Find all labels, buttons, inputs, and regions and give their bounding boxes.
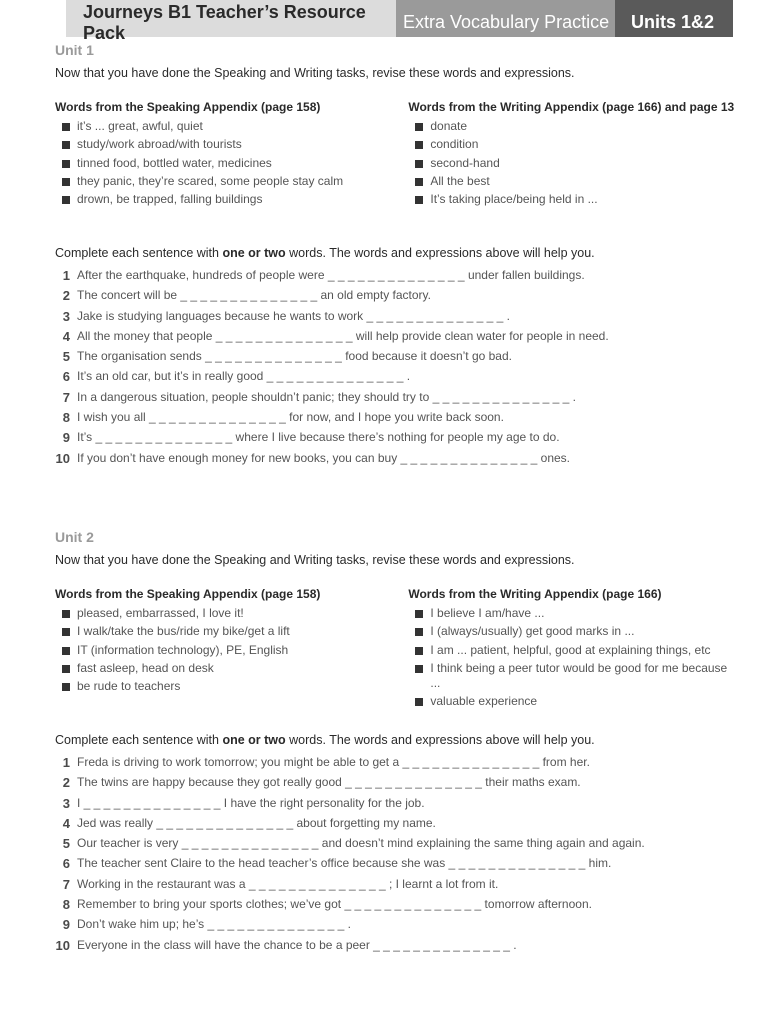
header-title: Journeys B1 Teacher’s Resource Pack	[66, 0, 396, 37]
list-item-text: All the best	[430, 173, 490, 188]
exercise-number: 7	[62, 876, 70, 892]
exercise-number: 7	[62, 389, 70, 405]
header-units: Units 1&2	[615, 0, 733, 37]
exercise-item	[55, 369, 735, 389]
exercise-sentence: All the money that people _ _ _ _ _ _ _ _ _ _ _ _ _ _ will help provide clean water for people in need.	[77, 328, 609, 343]
list-item-text: I think being a peer tutor would be good for me because ...	[430, 660, 728, 690]
exercise-item	[55, 268, 735, 288]
speaking-list	[55, 119, 408, 207]
exercise-item	[55, 775, 735, 795]
square-bullet-icon	[415, 647, 423, 655]
list-item	[55, 679, 408, 694]
square-bullet-icon	[415, 610, 423, 618]
square-bullet-icon	[415, 698, 423, 706]
list-item	[55, 174, 408, 189]
writing-heading: Words from the Writing Appendix (page 166)	[408, 587, 662, 601]
list-item-text: It’s taking place/being held in ...	[430, 192, 598, 207]
list-item	[408, 174, 735, 189]
exercise-number: 5	[62, 349, 70, 365]
exercise-item	[55, 816, 735, 836]
exercise-sentence: The concert will be _ _ _ _ _ _ _ _ _ _ _ _ _ _ an old empty factory.	[77, 288, 431, 303]
exercise-number: 2	[62, 775, 70, 791]
list-item-text: IT (information technology), PE, English	[77, 642, 289, 657]
exercise-sentence: The teacher sent Claire to the head teacher’s office because she was _ _ _ _ _ _ _ _ _ _ _ _ _ _ him.	[77, 856, 612, 871]
exercise-sentence: After the earthquake, hundreds of people were _ _ _ _ _ _ _ _ _ _ _ _ _ _ under fallen buildings.	[77, 268, 585, 282]
unit-1-exercise	[55, 246, 735, 471]
exercise-sentence: I wish you all _ _ _ _ _ _ _ _ _ _ _ _ _ _ for now, and I hope you write back soon.	[77, 410, 504, 425]
square-bullet-icon	[62, 628, 70, 636]
exercise-sentence: Everyone in the class will have the chance to be a peer _ _ _ _ _ _ _ _ _ _ _ _ _ _ .	[77, 937, 517, 952]
unit-label: Unit 1	[55, 42, 94, 58]
square-bullet-icon	[415, 196, 423, 204]
exercise-sentence: Jed was really _ _ _ _ _ _ _ _ _ _ _ _ _ _ about forgetting my name.	[77, 815, 436, 830]
list-item-text: I (always/usually) get good marks in ...	[430, 624, 635, 639]
list-item-text: I believe I am/have ...	[430, 606, 545, 620]
list-item-text: tinned food, bottled water, medicines	[77, 155, 272, 170]
exercise-item	[55, 856, 735, 876]
exercise-item	[55, 309, 735, 329]
writing-heading: Words from the Writing Appendix (page 166) and page 13	[408, 100, 735, 114]
square-bullet-icon	[62, 196, 70, 204]
unit-2-exercise	[55, 733, 735, 958]
list-item-text: it’s ... great, awful, quiet	[77, 119, 203, 133]
word-columns	[55, 100, 735, 210]
exercise-number: 8	[62, 897, 70, 913]
square-bullet-icon	[62, 160, 70, 168]
writing-column	[408, 587, 735, 712]
exercise-sentence: Remember to bring your sports clothes; we’ve got _ _ _ _ _ _ _ _ _ _ _ _ _ _ tomorrow afternoon.	[77, 897, 592, 912]
exercise-number: 1	[62, 268, 70, 283]
exercise-sentence: I _ _ _ _ _ _ _ _ _ _ _ _ _ _ I have the right personality for the job.	[77, 795, 425, 810]
exercise-sentence: The organisation sends _ _ _ _ _ _ _ _ _ _ _ _ _ _ food because it doesn’t go bad.	[77, 349, 512, 364]
exercise-sentence: Our teacher is very _ _ _ _ _ _ _ _ _ _ _ _ _ _ and doesn’t mind explaining the same thing again and again.	[77, 836, 645, 851]
list-item	[408, 119, 735, 134]
exercise-sentence: It’s _ _ _ _ _ _ _ _ _ _ _ _ _ _ where I live because there’s nothing for people my age to do.	[77, 430, 560, 445]
list-item-text: I am ... patient, helpful, good at explaining things, etc	[430, 642, 711, 657]
exercise-number: 3	[62, 795, 70, 811]
writing-list	[408, 606, 735, 709]
list-item-text: second-hand	[430, 155, 500, 170]
unit-intro: Now that you have done the Speaking and Writing tasks, revise these words and expressions.	[55, 66, 575, 80]
unit-label: Unit 2	[55, 529, 94, 545]
list-item-text: be rude to teachers	[77, 679, 181, 694]
exercise-item	[55, 288, 735, 308]
word-columns	[55, 587, 735, 712]
square-bullet-icon	[415, 160, 423, 168]
list-item-text: study/work abroad/with tourists	[77, 137, 242, 152]
exercise-item	[55, 897, 735, 917]
instruction-text: Complete each sentence with	[55, 733, 223, 747]
exercise-item	[55, 451, 735, 471]
unit-2-section	[55, 529, 735, 712]
exercise-sentence: Freda is driving to work tomorrow; you might be able to get a _ _ _ _ _ _ _ _ _ _ _ _ _ _ from her.	[77, 755, 590, 769]
square-bullet-icon	[62, 683, 70, 691]
square-bullet-icon	[62, 665, 70, 673]
list-item	[408, 661, 735, 691]
list-item	[408, 606, 735, 621]
square-bullet-icon	[415, 178, 423, 186]
exercise-sentence: Jake is studying languages because he wants to work _ _ _ _ _ _ _ _ _ _ _ _ _ _ .	[77, 308, 510, 323]
list-item	[55, 661, 408, 676]
list-item-text: pleased, embarrassed, I love it!	[77, 606, 244, 620]
square-bullet-icon	[62, 647, 70, 655]
exercise-number: 6	[62, 369, 70, 385]
instruction-emphasis: one or two	[222, 246, 286, 260]
list-item-text: I walk/take the bus/ride my bike/get a lift	[77, 624, 290, 639]
exercise-sentence: Working in the restaurant was a _ _ _ _ _ _ _ _ _ _ _ _ _ _ ; I learnt a lot from it.	[77, 876, 499, 891]
square-bullet-icon	[62, 123, 70, 131]
exercise-number: 2	[62, 288, 70, 304]
exercise-number: 3	[62, 308, 70, 324]
list-item-text: fast asleep, head on desk	[77, 660, 214, 675]
list-item	[408, 156, 735, 171]
square-bullet-icon	[415, 123, 423, 131]
square-bullet-icon	[62, 610, 70, 618]
writing-list	[408, 119, 735, 207]
speaking-column	[55, 100, 408, 210]
list-item	[55, 137, 408, 152]
exercise-item	[55, 329, 735, 349]
exercise-number: 9	[62, 917, 70, 933]
instruction-text: words. The words and expressions above will help you.	[285, 733, 595, 747]
exercise-sentence: If you don’t have enough money for new books, you can buy _ _ _ _ _ _ _ _ _ _ _ _ _ _ ones.	[77, 450, 571, 465]
exercise-item	[55, 410, 735, 430]
instruction-text: Complete each sentence with	[55, 246, 223, 260]
list-item	[55, 643, 408, 658]
exercise-item	[55, 390, 735, 410]
instruction-emphasis: one or two	[222, 733, 286, 747]
exercise-sentence: In a dangerous situation, people shouldn’t panic; they should try to _ _ _ _ _ _ _ _ _ _ _ _ _ _ .	[77, 389, 577, 404]
list-item	[408, 192, 735, 207]
exercise-number: 5	[62, 836, 70, 852]
exercise-item	[55, 349, 735, 369]
exercise-item	[55, 796, 735, 816]
square-bullet-icon	[62, 141, 70, 149]
list-item-text: they panic, they’re scared, some people stay calm	[77, 173, 344, 188]
exercise-sentence: Don’t wake him up; he’s _ _ _ _ _ _ _ _ _ _ _ _ _ _ .	[77, 917, 351, 932]
unit-intro: Now that you have done the Speaking and Writing tasks, revise these words and expressions.	[55, 553, 575, 567]
exercise-number: 8	[62, 410, 70, 426]
exercise-item	[55, 755, 735, 775]
list-item-text: valuable experience	[430, 694, 538, 709]
exercise-number: 1	[62, 755, 70, 770]
list-item	[55, 192, 408, 207]
exercise-number: 4	[62, 815, 70, 831]
list-item	[408, 694, 735, 709]
exercise-sentence: The twins are happy because they got really good _ _ _ _ _ _ _ _ _ _ _ _ _ _ their maths exam.	[77, 775, 581, 790]
page-header	[66, 0, 733, 43]
list-item	[55, 624, 408, 639]
list-item-text: condition	[430, 137, 479, 152]
exercise-number: 10	[55, 450, 70, 466]
exercise-item	[55, 917, 735, 937]
square-bullet-icon	[415, 628, 423, 636]
writing-column	[408, 100, 735, 210]
unit-1-section	[55, 42, 735, 210]
instruction-text: words. The words and expressions above will help you.	[285, 246, 595, 260]
list-item	[408, 643, 735, 658]
exercise-item	[55, 430, 735, 450]
list-item-text: drown, be trapped, falling buildings	[77, 192, 263, 207]
exercise-item	[55, 877, 735, 897]
exercise-number: 10	[55, 937, 70, 953]
exercise-number: 6	[62, 856, 70, 872]
exercise-item	[55, 938, 735, 958]
square-bullet-icon	[415, 665, 423, 673]
list-item	[408, 624, 735, 639]
exercise-number: 9	[62, 430, 70, 446]
list-item	[55, 119, 408, 134]
speaking-heading: Words from the Speaking Appendix (page 158)	[55, 100, 321, 114]
speaking-heading: Words from the Speaking Appendix (page 158)	[55, 587, 321, 601]
exercise-instruction	[55, 733, 735, 755]
exercise-instruction	[55, 246, 735, 268]
list-item	[408, 137, 735, 152]
speaking-column	[55, 587, 408, 712]
list-item-text: donate	[430, 119, 468, 133]
square-bullet-icon	[415, 141, 423, 149]
exercise-number: 4	[62, 328, 70, 344]
header-subtitle: Extra Vocabulary Practice	[396, 0, 615, 37]
list-item	[55, 606, 408, 621]
exercise-item	[55, 836, 735, 856]
list-item	[55, 156, 408, 171]
square-bullet-icon	[62, 178, 70, 186]
exercise-sentence: It’s an old car, but it’s in really good _ _ _ _ _ _ _ _ _ _ _ _ _ _ .	[77, 369, 411, 384]
speaking-list	[55, 606, 408, 694]
